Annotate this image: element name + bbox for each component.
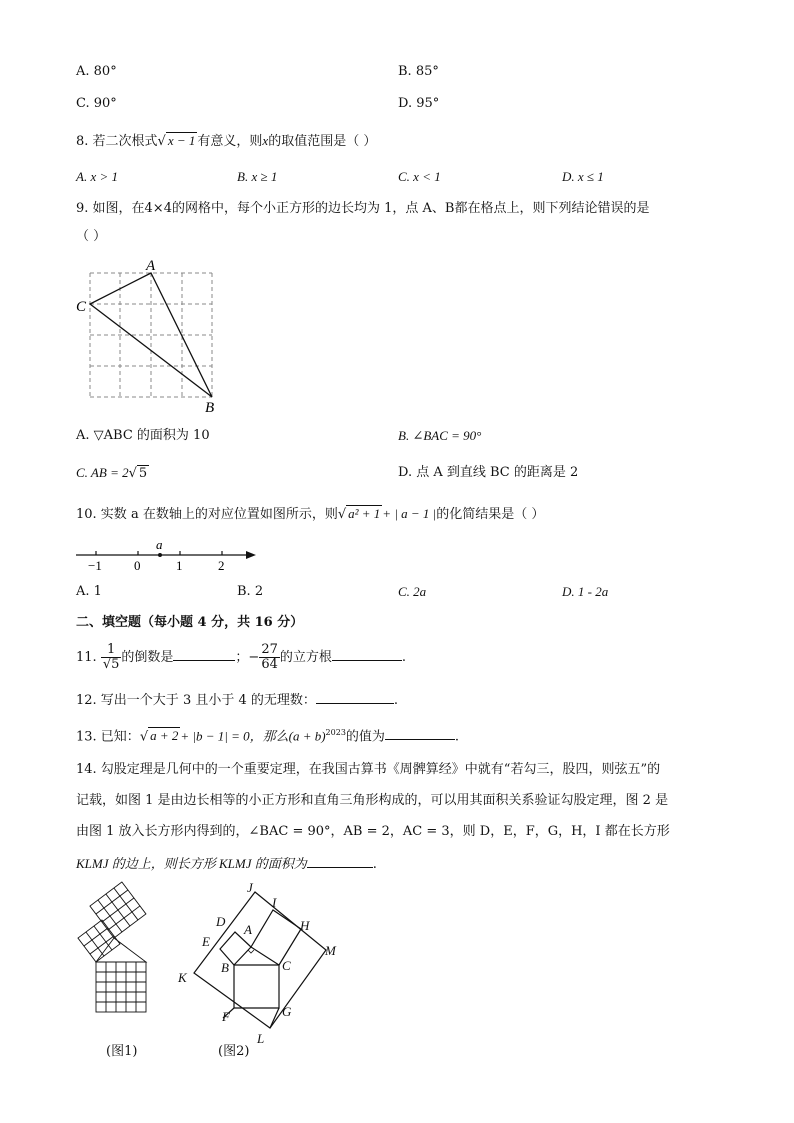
label-c: C	[76, 299, 87, 315]
q11-blank-1[interactable]	[173, 647, 235, 661]
fig2-label-j: J	[247, 880, 253, 895]
q12-blank[interactable]	[316, 690, 394, 704]
fig2-label-c: C	[282, 958, 291, 973]
q8-option-d: D. x ≤ 1	[562, 169, 604, 184]
q14-line-3: 由图 1 放入长方形内得到的，∠BAC = 90°，AB = 2，AC = 3，则 D，E，F，G，H，I 都在长方形	[76, 824, 670, 839]
tick-2: 2	[218, 558, 225, 573]
point-a-label: a	[156, 537, 163, 552]
section-fill-in: 二、填空题（每小题 4 分，共 16 分）	[76, 615, 304, 630]
q14-line-2: 记载，如图 1 是由边长相等的小正方形和直角三角形构成的，可以用其面积关系验证勾股定理，图 2 是	[76, 793, 669, 808]
q11-blank-2[interactable]	[332, 647, 402, 661]
label-b: B	[205, 400, 215, 416]
fig2-label-b: B	[221, 960, 229, 975]
q14-figure-2	[178, 880, 348, 1045]
q10-option-a: A. 1	[76, 584, 102, 599]
q13-blank[interactable]	[385, 726, 455, 740]
q7-option-b: B. 85°	[398, 64, 439, 79]
fig2-label-g: G	[282, 1004, 292, 1019]
q14-line-4: KLMJ 的边上，则长方形 KLMJ 的面积为 .	[76, 856, 377, 872]
fig1-caption: (图1)	[106, 1044, 138, 1059]
q14-figure-1	[74, 905, 174, 1020]
tick-1: 1	[176, 558, 183, 573]
q9-option-c: C. AB = 2√ 5	[76, 465, 148, 481]
fig2-label-f: F	[222, 1009, 230, 1024]
q9-stem: 9. 如图，在4×4的网格中，每个小正方形的边长均为 1，点 A、B都在格点上，则下列结论错误的是	[76, 201, 650, 216]
q12: 12. 写出一个大于 3 且小于 4 的无理数： .	[76, 690, 398, 710]
q13: 13. 已知：√ a + 2 + |b − 1| = 0，那么$(a + b)^{2023}$的值为 .	[76, 728, 460, 745]
q8-option-a: A. x > 1	[76, 169, 118, 184]
q8-option-c: C. x < 1	[398, 169, 441, 184]
q11: 11. $\frac{1}{√5}$ 的倒数是 ；− $\frac{27}{64}$ 的立方根 .	[76, 642, 407, 672]
q7-option-a: A. 80°	[76, 64, 117, 79]
q9-option-a: A. ▽ABC 的面积为 10	[76, 428, 210, 443]
fig2-label-l: L	[257, 1031, 265, 1046]
q14-blank[interactable]	[307, 854, 373, 868]
q11-fraction-2: $\frac{27}{64}$	[261, 642, 278, 672]
tick-0: 0	[134, 558, 141, 573]
q9-paren: （ ）	[76, 229, 107, 244]
q8-radicand: x − 1	[167, 133, 196, 148]
q10-number-line	[76, 535, 266, 575]
q8-option-b: B. x ≥ 1	[237, 169, 278, 184]
q9-option-b: B. ∠BAC = 90°	[398, 428, 482, 443]
fig2-label-h: H	[300, 918, 310, 933]
fig2-label-k: K	[178, 970, 187, 985]
q14-line-1: 14. 勾股定理是几何中的一个重要定理，在我国古算书《周髀算经》中就有“若勾三，股四，则弦五”的	[76, 762, 661, 777]
q7-option-c: C. 90°	[76, 96, 117, 111]
fig2-label-m: M	[325, 943, 336, 958]
q10-option-b: B. 2	[237, 584, 264, 599]
q8-stem: 8. 若二次根式√ x − 1 有意义，则x的取值范围是（ ）	[76, 133, 377, 149]
q9-grid-figure	[70, 255, 230, 420]
q10-option-c: C. 2a	[398, 584, 427, 599]
fig2-label-d: D	[216, 914, 226, 929]
q11-fraction-1: $\frac{1}{√5}$	[102, 642, 120, 672]
square-bcgf	[234, 965, 279, 1008]
fig2-caption: (图2)	[218, 1044, 250, 1059]
fig2-label-e: E	[202, 934, 210, 949]
q9-option-d: D. 点 A 到直线 BC 的距离是 2	[398, 465, 579, 480]
q10-stem: 10. 实数 a 在数轴上的对应位置如图所示，则√ a² + 1 + | a − 1 |的化简结果是（ ）	[76, 506, 545, 522]
q7-option-d: D. 95°	[398, 96, 440, 111]
fig2-label-i: I	[272, 895, 277, 910]
fig2-label-a: A	[244, 922, 252, 937]
q10-option-d: D. 1 - 2a	[562, 584, 609, 599]
label-a: A	[146, 258, 156, 274]
tick-neg1: −1	[88, 558, 102, 573]
